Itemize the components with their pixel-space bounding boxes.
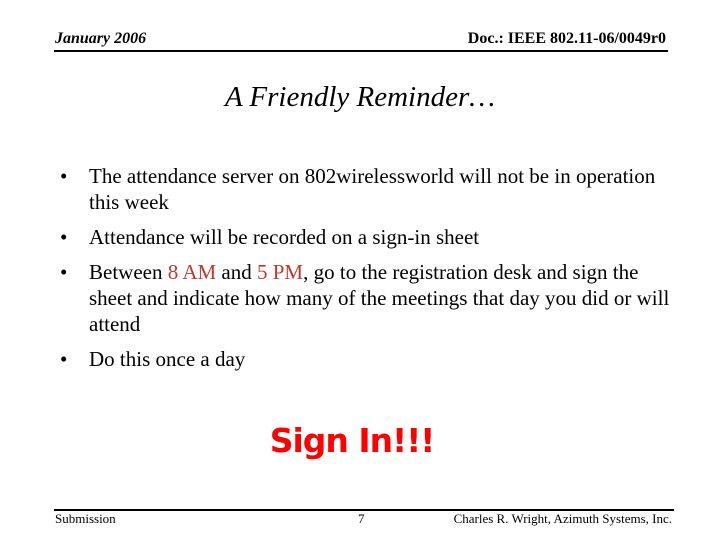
bullet-item-sign-in-sheet	[58, 224, 678, 250]
bullet-marker: •	[60, 225, 68, 249]
start-time: 8 AM	[167, 260, 217, 284]
slide-title: A Friendly Reminder…	[224, 81, 496, 113]
header-doc-id: Doc.: IEEE 802.11-06/0049r0	[467, 30, 666, 47]
bullet-item-attendance-server	[58, 163, 678, 215]
header-divider	[54, 50, 668, 52]
sign-in-callout: Sign In!!!	[269, 421, 435, 460]
bullet-text-middle: and	[216, 260, 257, 284]
bullet-list	[58, 163, 678, 381]
footer-submission: Submission	[55, 511, 116, 526]
end-time: 5 PM	[257, 260, 304, 284]
bullet-item-registration-desk	[58, 259, 678, 337]
bullet-text: Do this once a day	[89, 347, 246, 371]
bullet-text: The attendance server on 802wirelessworld will not be in operation this week	[89, 164, 656, 214]
header-date: January 2006	[55, 30, 147, 47]
bullet-text-before: Between	[89, 260, 168, 284]
bullet-marker: •	[60, 260, 68, 284]
bullet-text: Attendance will be recorded on a sign-in sheet	[89, 225, 480, 249]
page-number: 7	[358, 511, 365, 526]
bullet-item-once-a-day	[58, 346, 678, 372]
bullet-text-after: , go to the registration desk and sign the sheet and indicate how many of the meetings that day you did or will attend	[89, 260, 670, 336]
footer-author: Charles R. Wright, Azimuth Systems, Inc.	[453, 511, 672, 526]
bullet-marker: •	[60, 164, 68, 188]
bullet-marker: •	[60, 347, 68, 371]
